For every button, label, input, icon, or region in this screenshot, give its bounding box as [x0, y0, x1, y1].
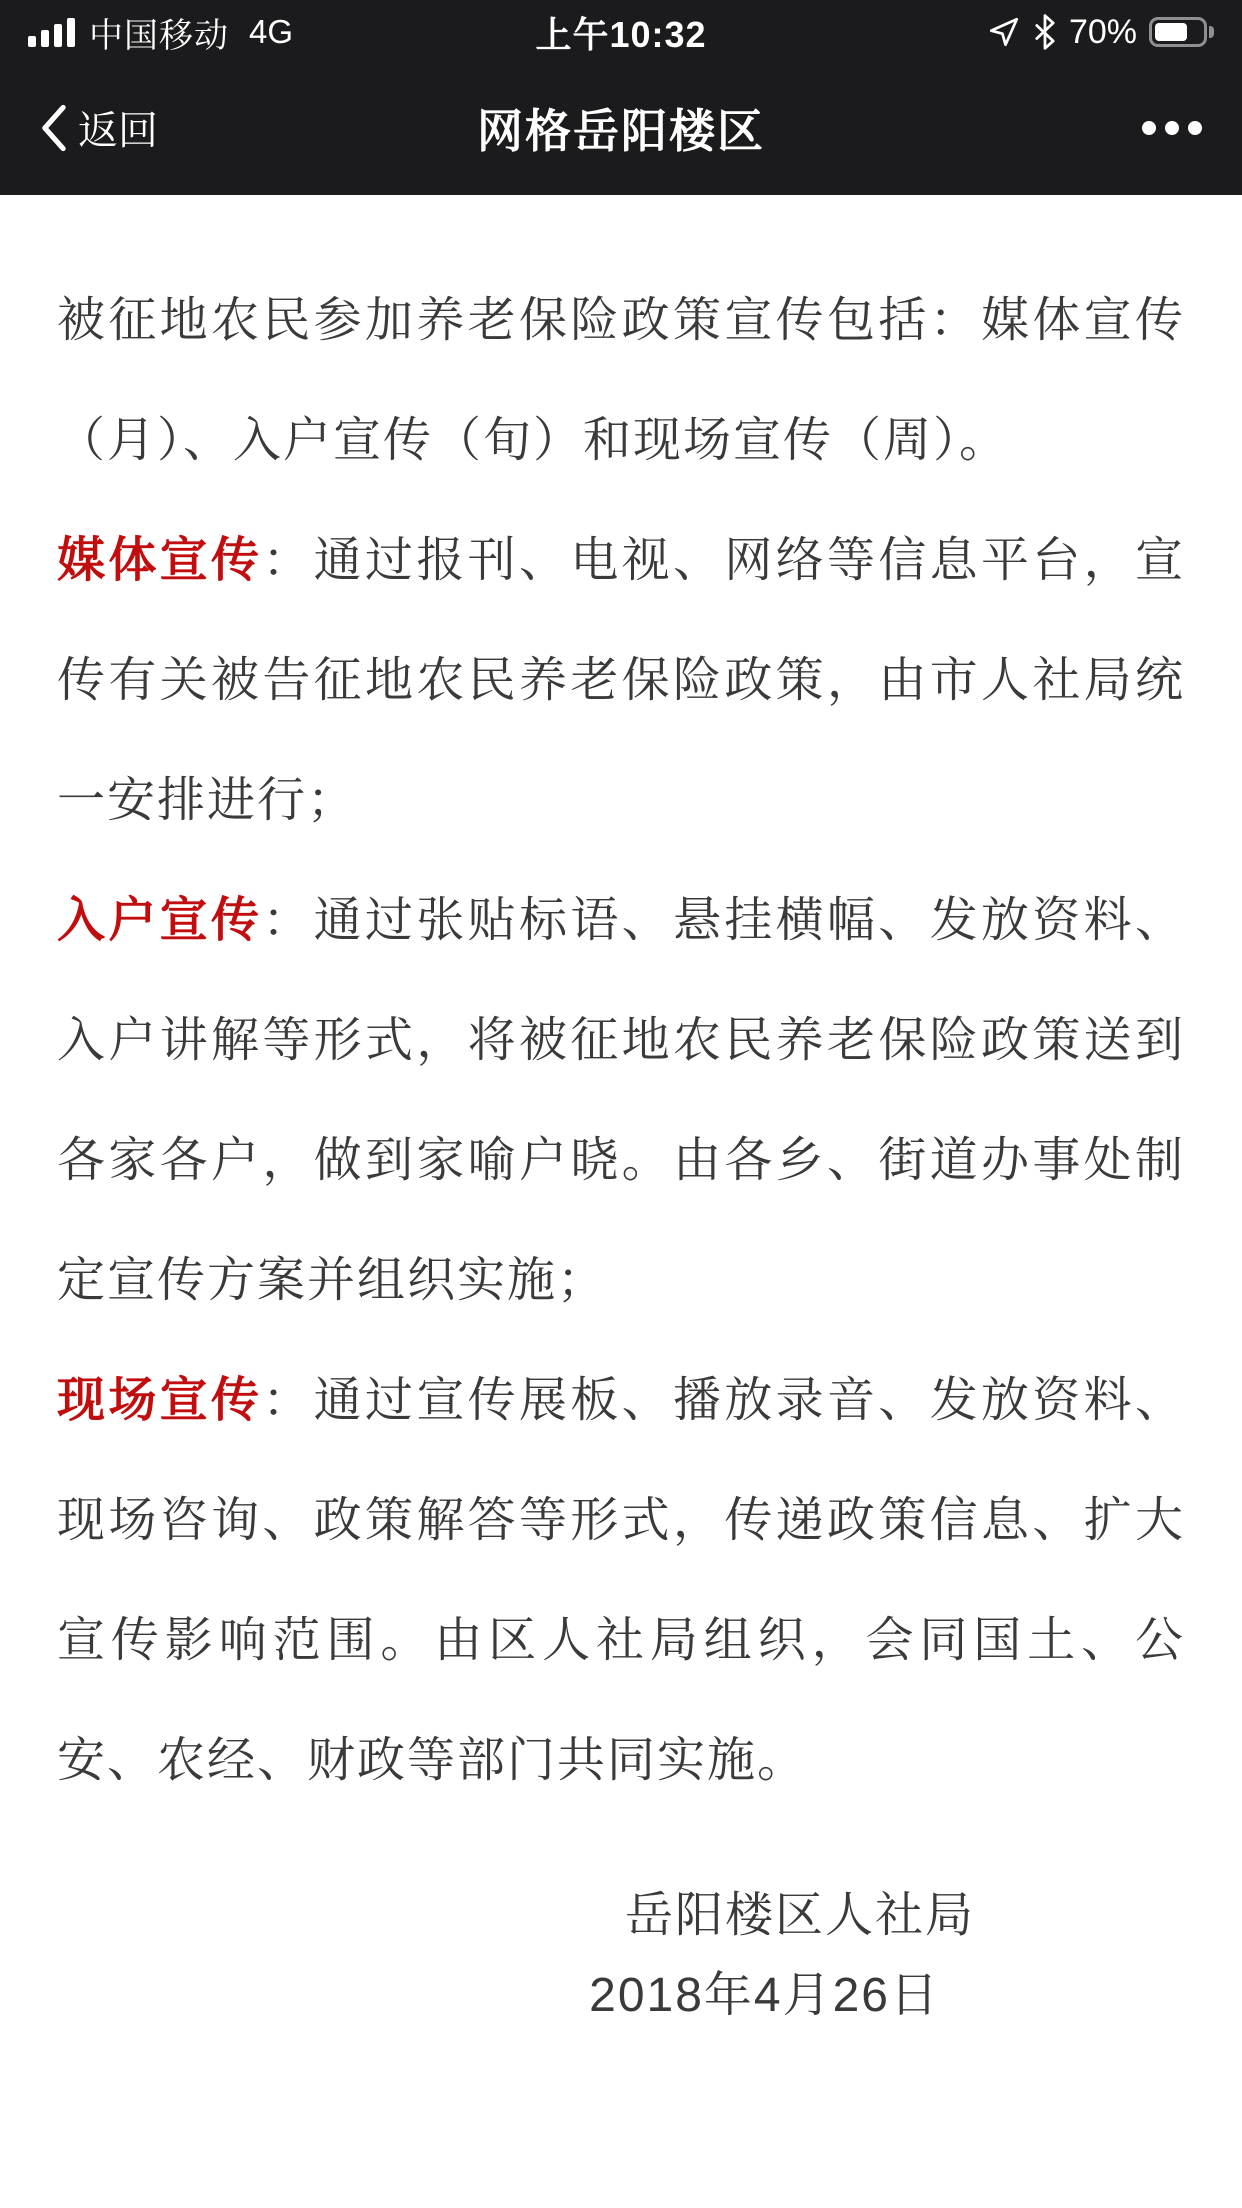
paragraph-body: ：通过报刊、电视、网络等信息平台，宣传有关被告征地农民养老保险政策，由市人社局统一安排进行；: [57, 534, 1185, 827]
signal-bars-icon: [28, 17, 75, 47]
battery-percent-label: 70%: [1068, 12, 1137, 51]
more-dots-icon: [1142, 121, 1156, 135]
more-dots-icon: [1165, 121, 1179, 135]
clock-label: 上午10:32: [535, 13, 707, 55]
signature-block: [57, 1876, 1185, 2036]
paragraph-heading: 媒体宣传: [57, 534, 263, 587]
paragraph-heading: 入户宣传: [57, 894, 263, 947]
paragraph: [57, 261, 1185, 501]
back-button[interactable]: [40, 99, 158, 156]
carrier-label: 中国移动: [89, 16, 229, 55]
paragraph-body: ：通过张贴标语、悬挂横幅、发放资料、入户讲解等形式，将被征地农民养老保险政策送到各家各户，做到家喻户晓。由各乡、街道办事处制定宣传方案并组织实施；: [57, 894, 1185, 1307]
paragraph: [57, 501, 1185, 861]
paragraph: [57, 1341, 1185, 1821]
status-bar: [0, 0, 1242, 60]
header: [0, 0, 1242, 195]
bluetooth-icon: [1033, 14, 1057, 50]
more-dots-icon: [1188, 121, 1202, 135]
paragraph-body: 被征地农民参加养老保险政策宣传包括：媒体宣传（月）、入户宣传（旬）和现场宣传（周）。: [57, 294, 1185, 467]
signature-author: 岳阳楼区人社局: [624, 1889, 975, 1942]
page-title: 网格岳阳楼区: [477, 104, 765, 157]
network-type-label: 4G: [249, 13, 294, 50]
signature-date: 2018年4月26日: [589, 1969, 940, 2022]
nav-bar: [0, 60, 1242, 195]
chevron-left-icon: [40, 104, 68, 152]
status-left: [28, 8, 293, 57]
location-arrow-icon: [987, 15, 1021, 49]
paragraph-body: ：通过宣传展板、播放录音、发放资料、现场咨询、政策解答等形式，传递政策信息、扩大宣传影响范围。由区人社局组织，会同国土、公安、农经、财政等部门共同实施。: [57, 1374, 1185, 1787]
battery-icon: [1149, 17, 1214, 47]
article-scroll-area[interactable]: [0, 195, 1242, 2208]
back-button-label: 返回: [78, 109, 158, 153]
status-right: [987, 13, 1214, 52]
paragraph-heading: 现场宣传: [57, 1374, 263, 1427]
article-paragraphs: [57, 261, 1185, 1821]
paragraph: [57, 861, 1185, 1341]
more-button[interactable]: [1142, 111, 1202, 145]
